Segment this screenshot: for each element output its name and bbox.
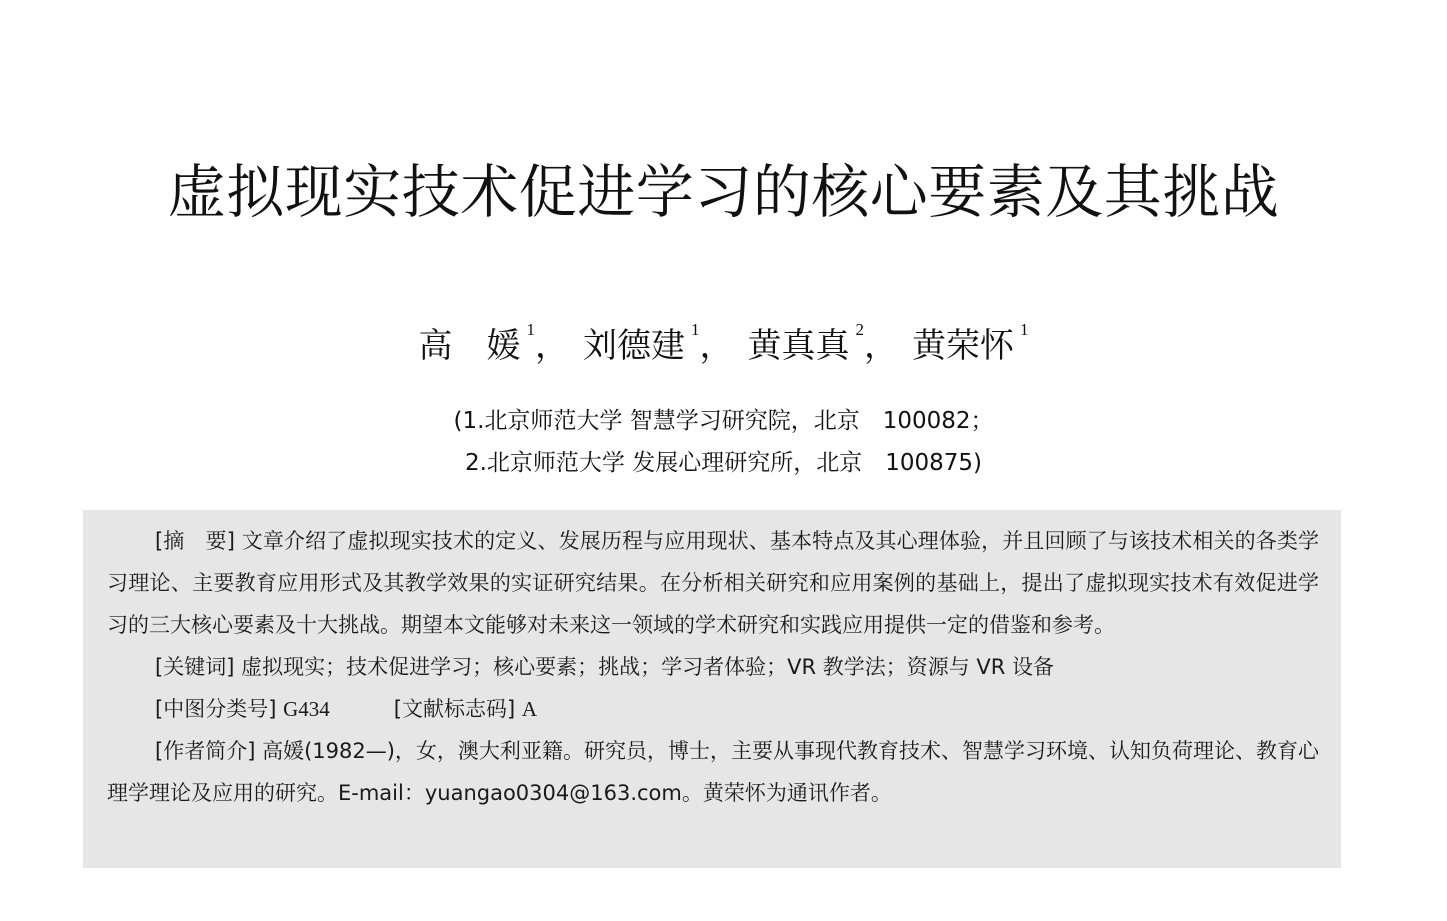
paper-title: 虚拟现实技术促进学习的核心要素及其挑战 xyxy=(167,158,1280,226)
keywords-label: [关键词] xyxy=(155,655,235,679)
affiliation-line-2: 2.北京师范大学 发展心理研究所，北京 100875) xyxy=(464,450,983,476)
author-name: 黄荣怀 xyxy=(912,326,1014,366)
author-affiliation-mark: 1 xyxy=(526,320,535,339)
abstract-label: [摘 要] xyxy=(155,529,235,553)
clc-value: G434 xyxy=(283,697,330,721)
author-name: 刘德建 xyxy=(583,326,685,366)
abstract-content xyxy=(107,520,1319,814)
classification-paragraph xyxy=(107,688,1319,730)
author-name: 黄真真 xyxy=(747,326,850,366)
abstract-box xyxy=(83,510,1341,868)
author-affiliation-mark: 1 xyxy=(691,320,700,339)
author-name: 高 媛 xyxy=(418,326,521,366)
abstract-paragraph xyxy=(107,520,1319,646)
author-affiliation-mark: 2 xyxy=(855,320,864,339)
keywords-paragraph xyxy=(107,646,1319,688)
keywords-text: 虚拟现实；技术促进学习；核心要素；挑战；学习者体验；VR 教学法；资源与 VR 设备 xyxy=(241,655,1055,679)
doc-code-value: A xyxy=(521,697,537,721)
author-separator: ， xyxy=(699,326,734,366)
affiliations xyxy=(0,400,1447,484)
author-bio-label: [作者简介] xyxy=(155,739,256,763)
clc-label: [中图分类号] xyxy=(155,697,277,721)
author-separator: ， xyxy=(535,326,569,366)
affiliation-line-1: (1.北京师范大学 智慧学习研究院，北京 100082； xyxy=(453,408,994,434)
doc-code-label: [文献标志码] xyxy=(393,697,516,721)
author-affiliation-mark: 1 xyxy=(1020,320,1029,339)
author-bio-paragraph xyxy=(107,730,1319,814)
author-list xyxy=(0,318,1447,367)
author-bio-text: 高媛(1982—)，女，澳大利亚籍。研究员，博士，主要从事现代教育技术、智慧学习环境、认知负荷理论、教育心理学理论及应用的研究。E-mail：yuangao0304@163.com。黄荣怀为通讯作者。 xyxy=(107,739,1320,805)
author-separator: ， xyxy=(864,326,898,366)
abstract-text: 文章介绍了虚拟现实技术的定义、发展历程与应用现状、基本特点及其心理体验，并且回顾了与该技术相关的各类学习理论、主要教育应用形式及其教学效果的实证研究结果。在分析相关研究和应用案例的基础上，提出了虚拟现实技术有效促进学习的三大核心要素及十大挑战。期望本文能够对未来这一领域的学术研究和实践应用提供一定的借鉴和参考。 xyxy=(107,529,1319,637)
